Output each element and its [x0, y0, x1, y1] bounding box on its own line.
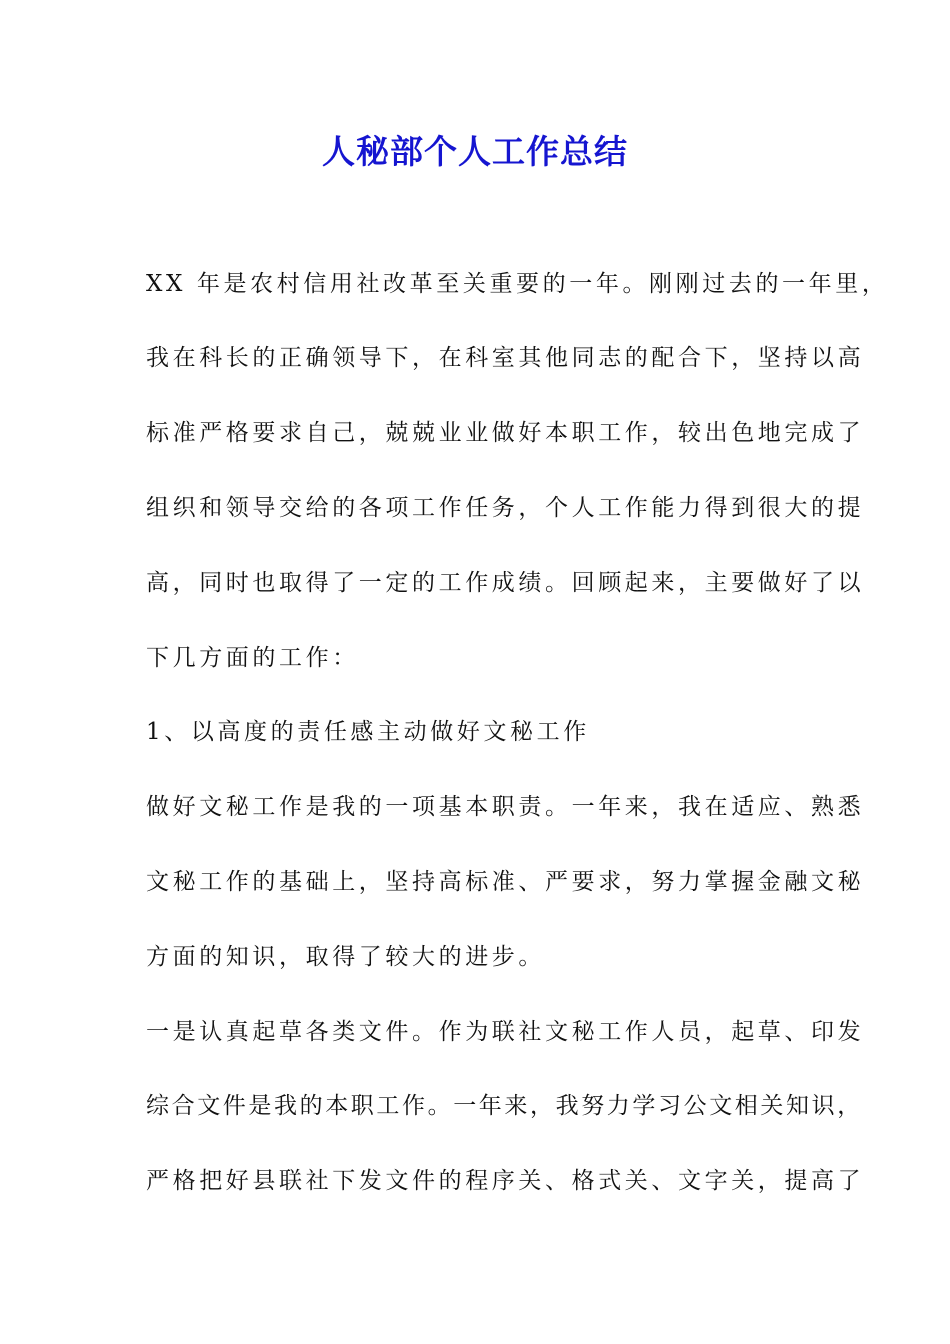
body-line: 组织和领导交给的各项工作任务，个人工作能力得到很大的提	[146, 495, 865, 521]
section-heading: 1、以高度的责任感主动做好文秘工作	[146, 719, 590, 745]
body-line: 高，同时也取得了一定的工作成绩。回顾起来，主要做好了以	[146, 570, 865, 596]
body-line: 一是认真起草各类文件。作为联社文秘工作人员，起草、印发	[146, 1019, 865, 1045]
body-line: 下几方面的工作：	[146, 645, 359, 671]
body-line: 文秘工作的基础上，坚持高标准、严要求，努力掌握金融文秘	[146, 869, 865, 895]
body-line: 标准严格要求自己，兢兢业业做好本职工作，较出色地完成了	[146, 420, 865, 446]
body-line: 综合文件是我的本职工作。一年来，我努力学习公文相关知识，	[146, 1093, 863, 1119]
body-line: 做好文秘工作是我的一项基本职责。一年来，我在适应、熟悉	[146, 794, 865, 820]
body-line: 方面的知识，取得了较大的进步。	[146, 944, 545, 970]
body-line: 我在科长的正确领导下，在科室其他同志的配合下，坚持以高	[146, 345, 865, 371]
document-title: 人秘部个人工作总结	[322, 132, 628, 171]
body-line: XX 年是农村信用社改革至关重要的一年。刚刚过去的一年里，	[146, 271, 889, 297]
body-line: 严格把好县联社下发文件的程序关、格式关、文字关，提高了	[146, 1168, 865, 1194]
